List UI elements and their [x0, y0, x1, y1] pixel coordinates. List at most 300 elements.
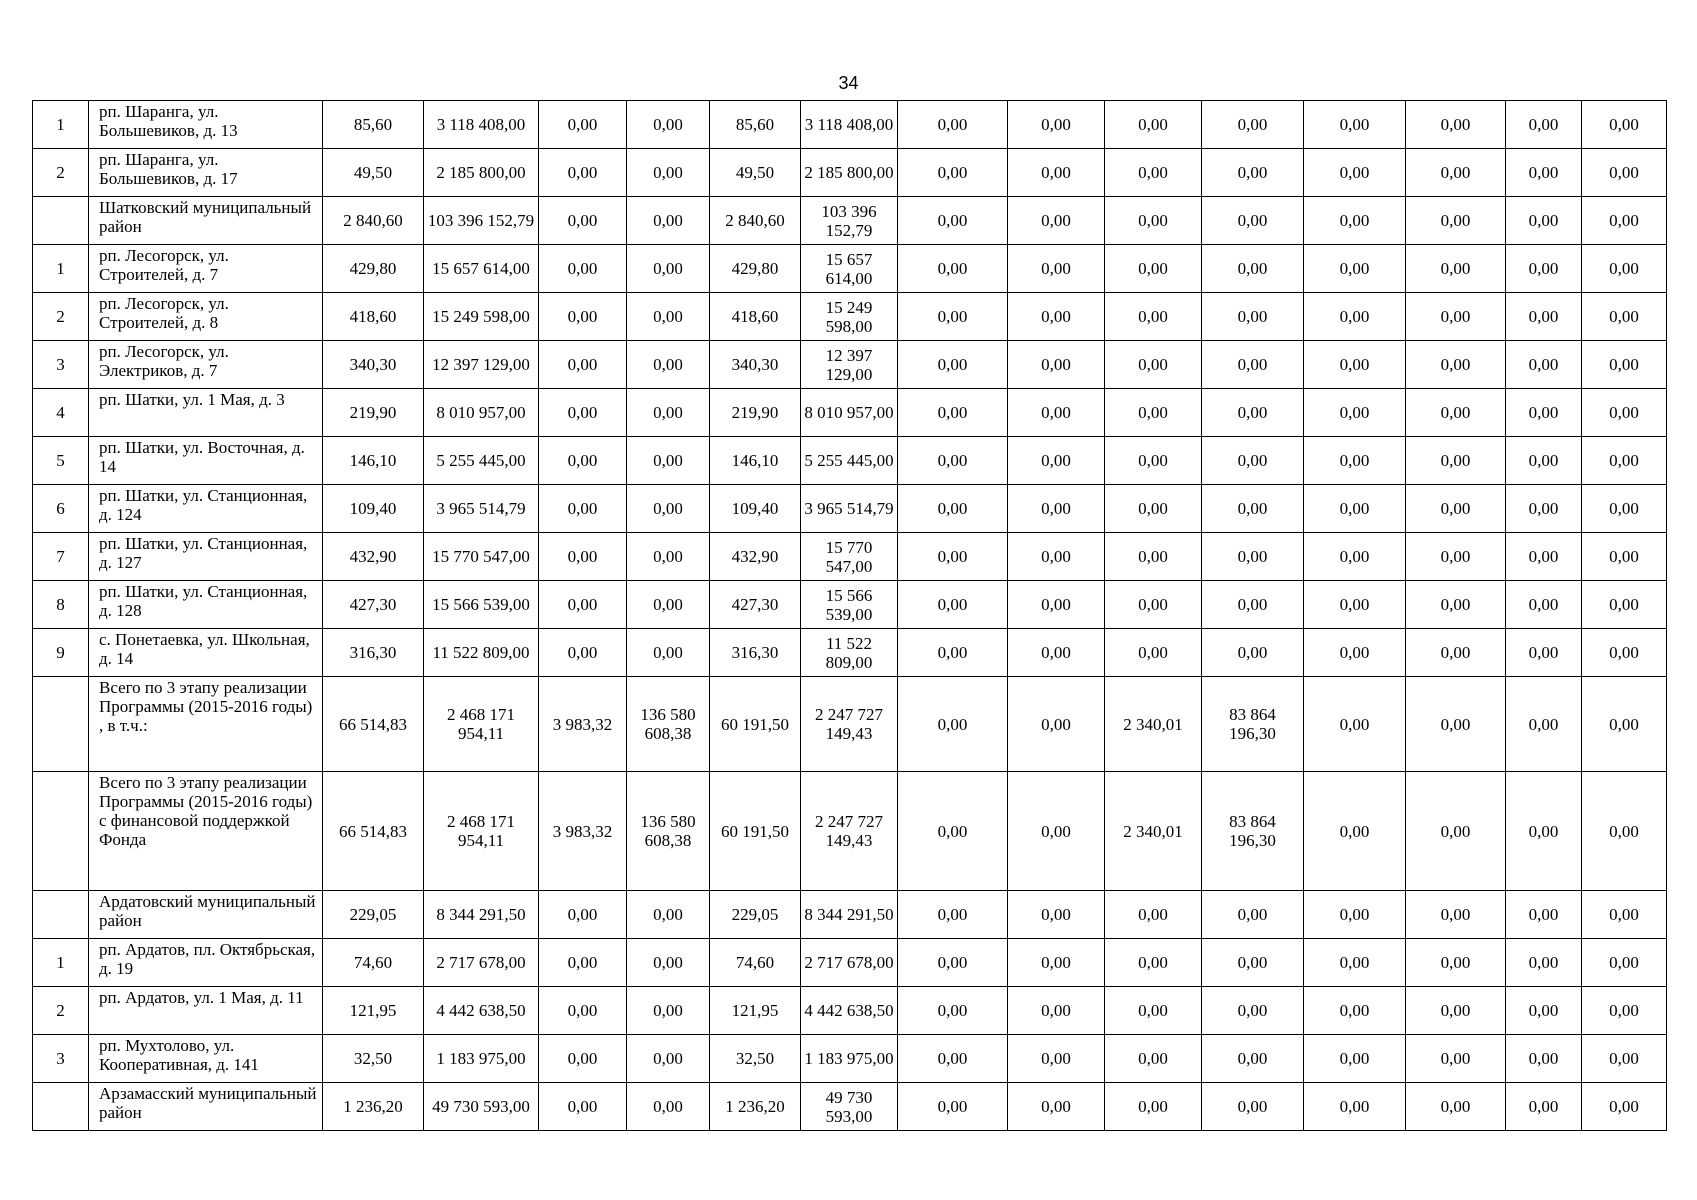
- table-row: [33, 939, 1667, 987]
- value-col12-cell: 0,00: [1202, 293, 1304, 341]
- address-name-cell: Ардатовский муниципальный район: [89, 891, 323, 939]
- value-col13-cell: 0,00: [1304, 485, 1406, 533]
- row-number-cell: 7: [33, 533, 89, 581]
- cost-col8-cell: 15 249 598,00: [801, 293, 898, 341]
- cost-col8-cell: 8 010 957,00: [801, 389, 898, 437]
- area-col5-cell: 0,00: [539, 939, 627, 987]
- cost-col6-cell: 0,00: [627, 987, 710, 1035]
- value-col16-cell: 0,00: [1582, 987, 1667, 1035]
- value-col12-cell: 83 864 196,30: [1202, 677, 1304, 772]
- address-name-cell: рп. Шаранга, ул. Большевиков, д. 13: [89, 101, 323, 149]
- area-col5-cell: 0,00: [539, 245, 627, 293]
- area-col7-cell: 49,50: [710, 149, 801, 197]
- table-row: [33, 772, 1667, 891]
- value-col14-cell: 0,00: [1406, 197, 1506, 245]
- cost-col8-cell: 2 185 800,00: [801, 149, 898, 197]
- value-col13-cell: 0,00: [1304, 197, 1406, 245]
- cost-col8-cell: 12 397 129,00: [801, 341, 898, 389]
- area-total-cell: 74,60: [323, 939, 424, 987]
- value-col9-cell: 0,00: [898, 1035, 1008, 1083]
- row-number-cell: 6: [33, 485, 89, 533]
- area-total-cell: 49,50: [323, 149, 424, 197]
- address-name-cell: рп. Ардатов, пл. Октябрьская, д. 19: [89, 939, 323, 987]
- address-name-cell: рп. Лесогорск, ул. Строителей, д. 8: [89, 293, 323, 341]
- address-name-cell: рп. Ардатов, ул. 1 Мая, д. 11: [89, 987, 323, 1035]
- value-col10-cell: 0,00: [1008, 437, 1105, 485]
- table-row: [33, 1083, 1667, 1131]
- address-name-cell: Арзамасский муниципальный район: [89, 1083, 323, 1131]
- value-col11-cell: 0,00: [1105, 437, 1202, 485]
- value-col12-cell: 0,00: [1202, 245, 1304, 293]
- area-col7-cell: 32,50: [710, 1035, 801, 1083]
- cost-col6-cell: 0,00: [627, 629, 710, 677]
- row-number-cell: 1: [33, 939, 89, 987]
- value-col12-cell: 0,00: [1202, 197, 1304, 245]
- cost-col8-cell: 8 344 291,50: [801, 891, 898, 939]
- value-col12-cell: 0,00: [1202, 437, 1304, 485]
- area-col5-cell: 3 983,32: [539, 772, 627, 891]
- value-col16-cell: 0,00: [1582, 245, 1667, 293]
- value-col15-cell: 0,00: [1506, 437, 1582, 485]
- cost-total-cell: 3 118 408,00: [424, 101, 539, 149]
- area-total-cell: 432,90: [323, 533, 424, 581]
- value-col16-cell: 0,00: [1582, 437, 1667, 485]
- row-number-cell: 1: [33, 245, 89, 293]
- area-col7-cell: 340,30: [710, 341, 801, 389]
- area-col7-cell: 229,05: [710, 891, 801, 939]
- cost-total-cell: 15 566 539,00: [424, 581, 539, 629]
- cost-col6-cell: 0,00: [627, 891, 710, 939]
- area-total-cell: 229,05: [323, 891, 424, 939]
- value-col13-cell: 0,00: [1304, 437, 1406, 485]
- row-number-cell: 1: [33, 101, 89, 149]
- value-col16-cell: 0,00: [1582, 389, 1667, 437]
- area-col5-cell: 0,00: [539, 533, 627, 581]
- area-total-cell: 66 514,83: [323, 772, 424, 891]
- area-col5-cell: 0,00: [539, 437, 627, 485]
- cost-total-cell: 8 344 291,50: [424, 891, 539, 939]
- value-col10-cell: 0,00: [1008, 293, 1105, 341]
- cost-col8-cell: 103 396 152,79: [801, 197, 898, 245]
- value-col10-cell: 0,00: [1008, 149, 1105, 197]
- value-col10-cell: 0,00: [1008, 939, 1105, 987]
- cost-col6-cell: 0,00: [627, 1035, 710, 1083]
- value-col11-cell: 0,00: [1105, 293, 1202, 341]
- value-col11-cell: 2 340,01: [1105, 677, 1202, 772]
- row-number-cell: [33, 197, 89, 245]
- cost-col6-cell: 0,00: [627, 245, 710, 293]
- row-number-cell: 4: [33, 389, 89, 437]
- address-name-cell: рп. Лесогорск, ул. Электриков, д. 7: [89, 341, 323, 389]
- value-col15-cell: 0,00: [1506, 629, 1582, 677]
- area-total-cell: 429,80: [323, 245, 424, 293]
- value-col15-cell: 0,00: [1506, 677, 1582, 772]
- value-col15-cell: 0,00: [1506, 891, 1582, 939]
- value-col16-cell: 0,00: [1582, 293, 1667, 341]
- value-col9-cell: 0,00: [898, 101, 1008, 149]
- area-col5-cell: 0,00: [539, 293, 627, 341]
- cost-total-cell: 103 396 152,79: [424, 197, 539, 245]
- value-col11-cell: 0,00: [1105, 987, 1202, 1035]
- value-col13-cell: 0,00: [1304, 677, 1406, 772]
- cost-col6-cell: 0,00: [627, 149, 710, 197]
- value-col16-cell: 0,00: [1582, 101, 1667, 149]
- value-col16-cell: 0,00: [1582, 677, 1667, 772]
- value-col10-cell: 0,00: [1008, 1035, 1105, 1083]
- value-col12-cell: 83 864 196,30: [1202, 772, 1304, 891]
- value-col9-cell: 0,00: [898, 533, 1008, 581]
- value-col13-cell: 0,00: [1304, 1035, 1406, 1083]
- row-number-cell: [33, 677, 89, 772]
- value-col16-cell: 0,00: [1582, 629, 1667, 677]
- cost-total-cell: 49 730 593,00: [424, 1083, 539, 1131]
- value-col11-cell: 0,00: [1105, 389, 1202, 437]
- value-col12-cell: 0,00: [1202, 987, 1304, 1035]
- area-col7-cell: 316,30: [710, 629, 801, 677]
- row-number-cell: [33, 891, 89, 939]
- area-col7-cell: 1 236,20: [710, 1083, 801, 1131]
- table-row: [33, 581, 1667, 629]
- address-name-cell: рп. Шатки, ул. Станционная, д. 128: [89, 581, 323, 629]
- cost-col8-cell: 15 657 614,00: [801, 245, 898, 293]
- address-name-cell: Шатковский муниципальный район: [89, 197, 323, 245]
- value-col10-cell: 0,00: [1008, 197, 1105, 245]
- cost-col6-cell: 0,00: [627, 581, 710, 629]
- value-col12-cell: 0,00: [1202, 581, 1304, 629]
- value-col14-cell: 0,00: [1406, 939, 1506, 987]
- value-col13-cell: 0,00: [1304, 581, 1406, 629]
- value-col10-cell: 0,00: [1008, 341, 1105, 389]
- cost-total-cell: 2 185 800,00: [424, 149, 539, 197]
- cost-col6-cell: 0,00: [627, 485, 710, 533]
- table-row: [33, 533, 1667, 581]
- cost-col8-cell: 2 247 727 149,43: [801, 772, 898, 891]
- value-col15-cell: 0,00: [1506, 101, 1582, 149]
- area-col5-cell: 0,00: [539, 581, 627, 629]
- cost-col8-cell: 2 717 678,00: [801, 939, 898, 987]
- value-col13-cell: 0,00: [1304, 101, 1406, 149]
- value-col10-cell: 0,00: [1008, 772, 1105, 891]
- area-col7-cell: 219,90: [710, 389, 801, 437]
- value-col14-cell: 0,00: [1406, 341, 1506, 389]
- value-col14-cell: 0,00: [1406, 987, 1506, 1035]
- value-col9-cell: 0,00: [898, 437, 1008, 485]
- table-row: [33, 677, 1667, 772]
- value-col15-cell: 0,00: [1506, 533, 1582, 581]
- cost-total-cell: 15 249 598,00: [424, 293, 539, 341]
- cost-total-cell: 2 717 678,00: [424, 939, 539, 987]
- value-col10-cell: 0,00: [1008, 677, 1105, 772]
- value-col15-cell: 0,00: [1506, 197, 1582, 245]
- value-col10-cell: 0,00: [1008, 891, 1105, 939]
- page-number: 34: [838, 73, 859, 93]
- value-col14-cell: 0,00: [1406, 533, 1506, 581]
- value-col15-cell: 0,00: [1506, 485, 1582, 533]
- value-col14-cell: 0,00: [1406, 245, 1506, 293]
- value-col13-cell: 0,00: [1304, 149, 1406, 197]
- area-col5-cell: 0,00: [539, 987, 627, 1035]
- table-row: [33, 629, 1667, 677]
- value-col15-cell: 0,00: [1506, 389, 1582, 437]
- table-row: [33, 101, 1667, 149]
- value-col16-cell: 0,00: [1582, 939, 1667, 987]
- value-col13-cell: 0,00: [1304, 389, 1406, 437]
- table-row: [33, 437, 1667, 485]
- cost-total-cell: 11 522 809,00: [424, 629, 539, 677]
- value-col14-cell: 0,00: [1406, 1035, 1506, 1083]
- value-col13-cell: 0,00: [1304, 629, 1406, 677]
- table-row: [33, 987, 1667, 1035]
- value-col11-cell: 0,00: [1105, 245, 1202, 293]
- area-total-cell: 85,60: [323, 101, 424, 149]
- cost-total-cell: 4 442 638,50: [424, 987, 539, 1035]
- table-row: [33, 293, 1667, 341]
- value-col9-cell: 0,00: [898, 485, 1008, 533]
- cost-total-cell: 3 965 514,79: [424, 485, 539, 533]
- value-col11-cell: 0,00: [1105, 581, 1202, 629]
- value-col14-cell: 0,00: [1406, 149, 1506, 197]
- cost-total-cell: 1 183 975,00: [424, 1035, 539, 1083]
- value-col11-cell: 0,00: [1105, 939, 1202, 987]
- area-col7-cell: 121,95: [710, 987, 801, 1035]
- value-col14-cell: 0,00: [1406, 293, 1506, 341]
- area-col7-cell: 109,40: [710, 485, 801, 533]
- area-col7-cell: 2 840,60: [710, 197, 801, 245]
- area-total-cell: 2 840,60: [323, 197, 424, 245]
- value-col14-cell: 0,00: [1406, 1083, 1506, 1131]
- area-col7-cell: 85,60: [710, 101, 801, 149]
- value-col9-cell: 0,00: [898, 1083, 1008, 1131]
- value-col15-cell: 0,00: [1506, 341, 1582, 389]
- area-total-cell: 316,30: [323, 629, 424, 677]
- value-col15-cell: 0,00: [1506, 245, 1582, 293]
- cost-total-cell: 15 657 614,00: [424, 245, 539, 293]
- value-col15-cell: 0,00: [1506, 772, 1582, 891]
- cost-col8-cell: 5 255 445,00: [801, 437, 898, 485]
- area-col5-cell: 0,00: [539, 341, 627, 389]
- cost-col6-cell: 0,00: [627, 197, 710, 245]
- value-col11-cell: 0,00: [1105, 629, 1202, 677]
- area-col5-cell: 0,00: [539, 485, 627, 533]
- value-col9-cell: 0,00: [898, 987, 1008, 1035]
- area-total-cell: 121,95: [323, 987, 424, 1035]
- row-number-cell: 2: [33, 293, 89, 341]
- value-col14-cell: 0,00: [1406, 677, 1506, 772]
- cost-col8-cell: 3 118 408,00: [801, 101, 898, 149]
- value-col9-cell: 0,00: [898, 677, 1008, 772]
- cost-total-cell: 2 468 171 954,11: [424, 772, 539, 891]
- value-col16-cell: 0,00: [1582, 891, 1667, 939]
- area-total-cell: 219,90: [323, 389, 424, 437]
- value-col12-cell: 0,00: [1202, 389, 1304, 437]
- area-total-cell: 1 236,20: [323, 1083, 424, 1131]
- cost-col6-cell: 0,00: [627, 101, 710, 149]
- cost-col6-cell: 0,00: [627, 389, 710, 437]
- value-col9-cell: 0,00: [898, 581, 1008, 629]
- area-col5-cell: 0,00: [539, 149, 627, 197]
- value-col14-cell: 0,00: [1406, 101, 1506, 149]
- address-name-cell: Всего по 3 этапу реализации Программы (2015-2016 годы) , в т.ч.:: [89, 677, 323, 772]
- value-col16-cell: 0,00: [1582, 485, 1667, 533]
- value-col16-cell: 0,00: [1582, 581, 1667, 629]
- value-col9-cell: 0,00: [898, 389, 1008, 437]
- value-col15-cell: 0,00: [1506, 1035, 1582, 1083]
- value-col14-cell: 0,00: [1406, 389, 1506, 437]
- value-col16-cell: 0,00: [1582, 533, 1667, 581]
- value-col12-cell: 0,00: [1202, 101, 1304, 149]
- cost-col6-cell: 0,00: [627, 1083, 710, 1131]
- address-name-cell: рп. Лесогорск, ул. Строителей, д. 7: [89, 245, 323, 293]
- address-name-cell: рп. Шатки, ул. Станционная, д. 127: [89, 533, 323, 581]
- value-col12-cell: 0,00: [1202, 149, 1304, 197]
- value-col14-cell: 0,00: [1406, 581, 1506, 629]
- value-col14-cell: 0,00: [1406, 485, 1506, 533]
- cost-col8-cell: 49 730 593,00: [801, 1083, 898, 1131]
- address-name-cell: рп. Шатки, ул. Восточная, д. 14: [89, 437, 323, 485]
- value-col11-cell: 0,00: [1105, 101, 1202, 149]
- area-col7-cell: 60 191,50: [710, 677, 801, 772]
- cost-col6-cell: 136 580 608,38: [627, 772, 710, 891]
- table-row: [33, 149, 1667, 197]
- area-total-cell: 418,60: [323, 293, 424, 341]
- area-col5-cell: 0,00: [539, 1035, 627, 1083]
- value-col12-cell: 0,00: [1202, 891, 1304, 939]
- area-total-cell: 146,10: [323, 437, 424, 485]
- value-col16-cell: 0,00: [1582, 1083, 1667, 1131]
- value-col11-cell: 0,00: [1105, 891, 1202, 939]
- value-col15-cell: 0,00: [1506, 293, 1582, 341]
- cost-col6-cell: 0,00: [627, 437, 710, 485]
- value-col9-cell: 0,00: [898, 629, 1008, 677]
- value-col9-cell: 0,00: [898, 939, 1008, 987]
- cost-total-cell: 2 468 171 954,11: [424, 677, 539, 772]
- area-col7-cell: 429,80: [710, 245, 801, 293]
- table-body: [33, 101, 1667, 1131]
- value-col14-cell: 0,00: [1406, 629, 1506, 677]
- value-col12-cell: 0,00: [1202, 533, 1304, 581]
- row-number-cell: 8: [33, 581, 89, 629]
- value-col11-cell: 0,00: [1105, 149, 1202, 197]
- value-col16-cell: 0,00: [1582, 341, 1667, 389]
- area-col7-cell: 432,90: [710, 533, 801, 581]
- value-col11-cell: 0,00: [1105, 485, 1202, 533]
- area-col5-cell: 0,00: [539, 891, 627, 939]
- value-col9-cell: 0,00: [898, 772, 1008, 891]
- area-total-cell: 32,50: [323, 1035, 424, 1083]
- value-col10-cell: 0,00: [1008, 629, 1105, 677]
- value-col12-cell: 0,00: [1202, 341, 1304, 389]
- area-col5-cell: 0,00: [539, 389, 627, 437]
- value-col15-cell: 0,00: [1506, 581, 1582, 629]
- value-col13-cell: 0,00: [1304, 939, 1406, 987]
- value-col14-cell: 0,00: [1406, 437, 1506, 485]
- value-col11-cell: 2 340,01: [1105, 772, 1202, 891]
- value-col13-cell: 0,00: [1304, 293, 1406, 341]
- housing-program-table: [32, 100, 1667, 1131]
- cost-col6-cell: 0,00: [627, 293, 710, 341]
- table-row: [33, 341, 1667, 389]
- value-col15-cell: 0,00: [1506, 987, 1582, 1035]
- cost-total-cell: 15 770 547,00: [424, 533, 539, 581]
- area-col5-cell: 0,00: [539, 197, 627, 245]
- value-col15-cell: 0,00: [1506, 149, 1582, 197]
- value-col12-cell: 0,00: [1202, 939, 1304, 987]
- row-number-cell: [33, 772, 89, 891]
- area-col7-cell: 427,30: [710, 581, 801, 629]
- value-col9-cell: 0,00: [898, 149, 1008, 197]
- cost-col8-cell: 2 247 727 149,43: [801, 677, 898, 772]
- value-col11-cell: 0,00: [1105, 1083, 1202, 1131]
- area-total-cell: 427,30: [323, 581, 424, 629]
- table-row: [33, 245, 1667, 293]
- row-number-cell: 3: [33, 341, 89, 389]
- value-col11-cell: 0,00: [1105, 533, 1202, 581]
- value-col10-cell: 0,00: [1008, 533, 1105, 581]
- row-number-cell: 2: [33, 149, 89, 197]
- table-row: [33, 197, 1667, 245]
- cost-col8-cell: 4 442 638,50: [801, 987, 898, 1035]
- value-col16-cell: 0,00: [1582, 149, 1667, 197]
- cost-col8-cell: 15 770 547,00: [801, 533, 898, 581]
- area-total-cell: 340,30: [323, 341, 424, 389]
- cost-total-cell: 12 397 129,00: [424, 341, 539, 389]
- address-name-cell: Всего по 3 этапу реализации Программы (2015-2016 годы) с финансовой поддержкой Фонда: [89, 772, 323, 891]
- row-number-cell: 5: [33, 437, 89, 485]
- row-number-cell: 2: [33, 987, 89, 1035]
- address-name-cell: рп. Шатки, ул. 1 Мая, д. 3: [89, 389, 323, 437]
- row-number-cell: [33, 1083, 89, 1131]
- value-col12-cell: 0,00: [1202, 629, 1304, 677]
- row-number-cell: 3: [33, 1035, 89, 1083]
- value-col9-cell: 0,00: [898, 293, 1008, 341]
- area-col7-cell: 60 191,50: [710, 772, 801, 891]
- value-col10-cell: 0,00: [1008, 581, 1105, 629]
- area-col7-cell: 146,10: [710, 437, 801, 485]
- value-col12-cell: 0,00: [1202, 1083, 1304, 1131]
- address-name-cell: с. Понетаевка, ул. Школьная, д. 14: [89, 629, 323, 677]
- cost-col6-cell: 0,00: [627, 533, 710, 581]
- cost-col8-cell: 15 566 539,00: [801, 581, 898, 629]
- cost-total-cell: 5 255 445,00: [424, 437, 539, 485]
- address-name-cell: рп. Мухтолово, ул. Кооперативная, д. 141: [89, 1035, 323, 1083]
- value-col10-cell: 0,00: [1008, 485, 1105, 533]
- area-col5-cell: 3 983,32: [539, 677, 627, 772]
- value-col11-cell: 0,00: [1105, 341, 1202, 389]
- area-col5-cell: 0,00: [539, 101, 627, 149]
- cost-col6-cell: 0,00: [627, 341, 710, 389]
- area-col5-cell: 0,00: [539, 1083, 627, 1131]
- value-col13-cell: 0,00: [1304, 987, 1406, 1035]
- value-col10-cell: 0,00: [1008, 245, 1105, 293]
- value-col9-cell: 0,00: [898, 891, 1008, 939]
- value-col9-cell: 0,00: [898, 341, 1008, 389]
- area-col7-cell: 74,60: [710, 939, 801, 987]
- value-col13-cell: 0,00: [1304, 772, 1406, 891]
- cost-col8-cell: 11 522 809,00: [801, 629, 898, 677]
- cost-col8-cell: 1 183 975,00: [801, 1035, 898, 1083]
- value-col10-cell: 0,00: [1008, 1083, 1105, 1131]
- cost-col6-cell: 0,00: [627, 939, 710, 987]
- value-col16-cell: 0,00: [1582, 1035, 1667, 1083]
- value-col10-cell: 0,00: [1008, 389, 1105, 437]
- value-col12-cell: 0,00: [1202, 485, 1304, 533]
- value-col11-cell: 0,00: [1105, 197, 1202, 245]
- value-col11-cell: 0,00: [1105, 1035, 1202, 1083]
- value-col14-cell: 0,00: [1406, 772, 1506, 891]
- value-col16-cell: 0,00: [1582, 197, 1667, 245]
- value-col10-cell: 0,00: [1008, 101, 1105, 149]
- area-total-cell: 109,40: [323, 485, 424, 533]
